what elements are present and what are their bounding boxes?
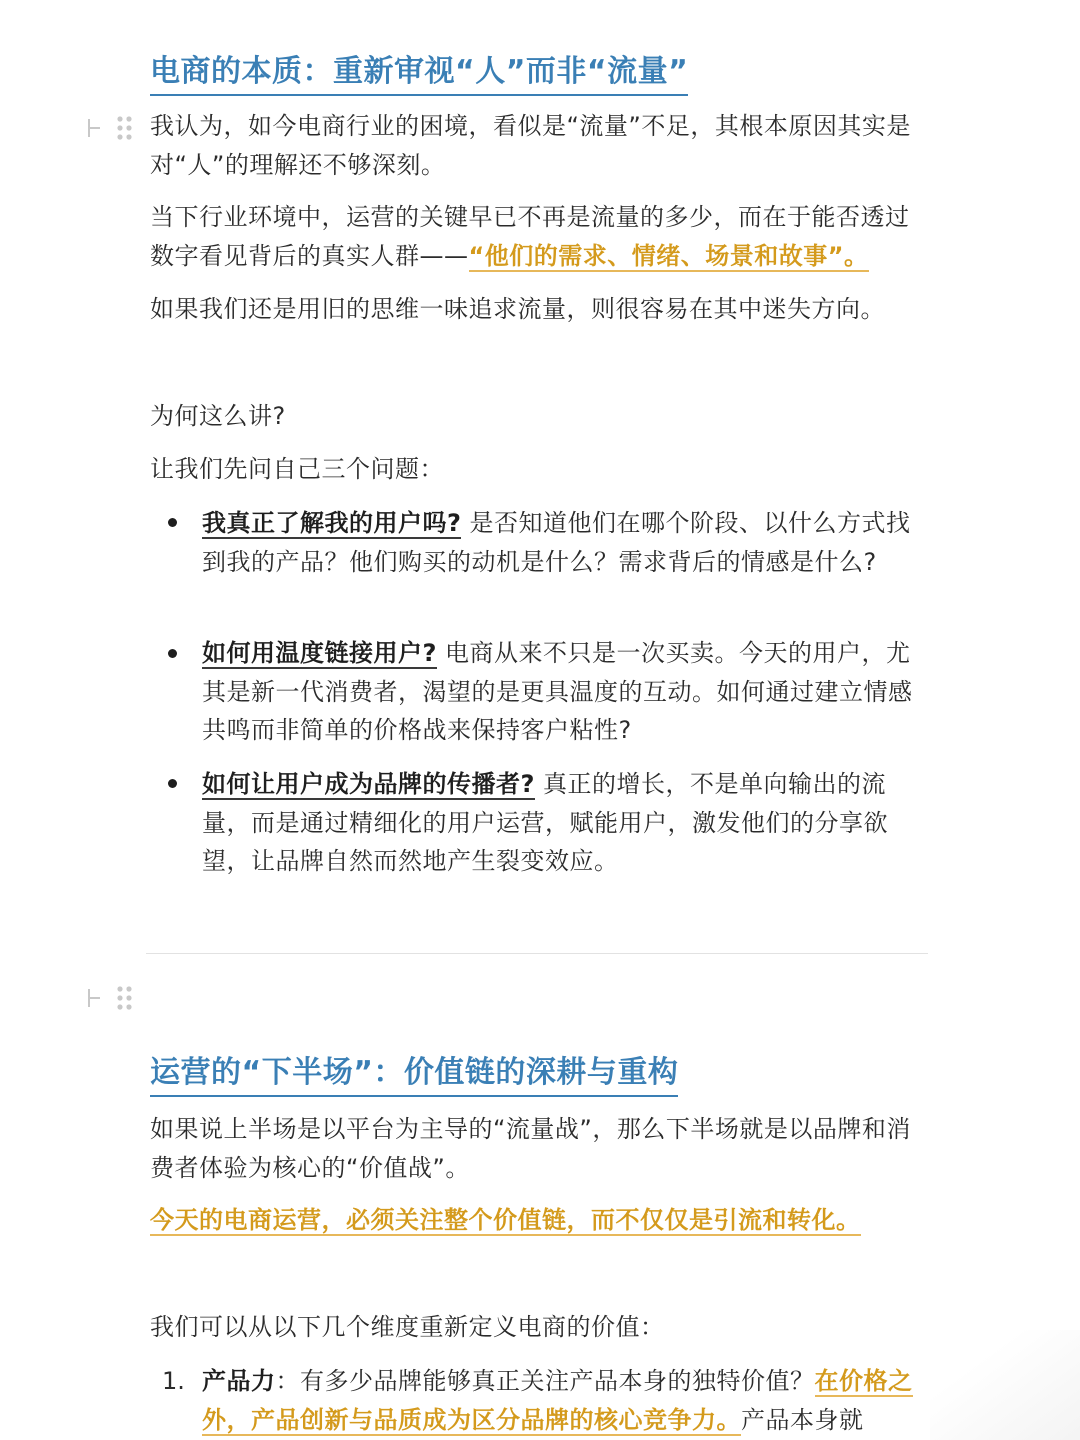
- highlight-needs-emotions: “他们的需求、情绪、场景和故事”。: [468, 241, 869, 270]
- section-heading-essence: 电商的本质：重新审视“人”而非“流量”: [150, 52, 688, 96]
- numbered-tail-product-power: 产品本身就: [741, 1405, 864, 1434]
- paragraph-dimensions: 我们可以从以下几个维度重新定义电商的价值：: [150, 1313, 665, 1341]
- highlight-product-innovation: 在价格之外，产品创新与品质成为区分品牌的核心竞争力。: [202, 1367, 913, 1434]
- highlight-value-chain: 今天的电商运营，必须关注整个价值链，而不仅仅是引流和转化。: [150, 1206, 861, 1234]
- drag-handle-icon: [86, 983, 134, 1013]
- numbered-text-product-power: ：有多少品牌能够真正关注产品本身的独特价值？: [275, 1367, 815, 1395]
- bullet-text-warmth: 电商从来不只是一次买卖。今天的用户，尤其是新一代消费者，渴望的是更具温度的互动。如何通过建立情感共鸣而非简单的价格战来保持客户粘性?: [202, 639, 913, 744]
- bullet-text-know-users: 是否知道他们在哪个阶段、以什么方式找到我的产品？他们购买的动机是什么？需求背后的情感是什么?: [202, 509, 911, 576]
- numbered-bold-product-power: 产品力: [202, 1367, 276, 1395]
- paragraph-why: 为何这么讲?: [150, 402, 286, 430]
- section-heading-second-half: 运营的“下半场”：价值链的深耕与重构: [150, 1053, 678, 1097]
- paragraph-key-point-text: 当下行业环境中，运营的关键早已不再是流量的多少，而在于能否透过数字看见背后的真实人群——: [150, 203, 910, 270]
- bullet-dot: [168, 649, 177, 658]
- paragraph-value-chain: [150, 1201, 925, 1240]
- drag-handle-icon: [86, 113, 134, 143]
- bullet-bold-advocates: 如何让用户成为品牌的传播者?: [202, 770, 535, 798]
- bullet-bold-warmth: 如何用温度链接用户?: [202, 639, 437, 667]
- paragraph-key-point: [150, 198, 925, 275]
- section-divider: [146, 953, 928, 954]
- list-number: 1.: [162, 1367, 185, 1395]
- paragraph-value-war: 如果说上半场是以平台为主导的“流量战”，那么下半场就是以品牌和消费者体验为核心的“价值战”。: [150, 1115, 911, 1182]
- numbered-item-product-power: [202, 1362, 924, 1439]
- bullet-dot: [168, 518, 177, 527]
- block-drag-handle[interactable]: [86, 983, 134, 1013]
- bullet-item-warmth: [202, 634, 924, 750]
- paragraph-three-questions: 让我们先问自己三个问题：: [150, 455, 444, 483]
- bullet-item-advocates: [202, 765, 924, 881]
- block-drag-handle[interactable]: [86, 113, 134, 143]
- bullet-text-advocates: 真正的增长，不是单向输出的流量，而是通过精细化的用户运营，赋能用户，激发他们的分享欲望，让品牌自然而然地产生裂变效应。: [202, 770, 888, 875]
- bullet-item-know-users: [202, 504, 924, 581]
- paragraph-warning: 如果我们还是用旧的思维一味追求流量，则很容易在其中迷失方向。: [150, 295, 885, 323]
- bullet-bold-know-users: 我真正了解我的用户吗?: [202, 509, 462, 537]
- corner-shadow: [930, 1330, 1080, 1440]
- paragraph-intro: 我认为，如今电商行业的困境，看似是“流量”不足，其根本原因其实是对“人”的理解还不够深刻。: [150, 112, 911, 179]
- bullet-dot: [168, 779, 177, 788]
